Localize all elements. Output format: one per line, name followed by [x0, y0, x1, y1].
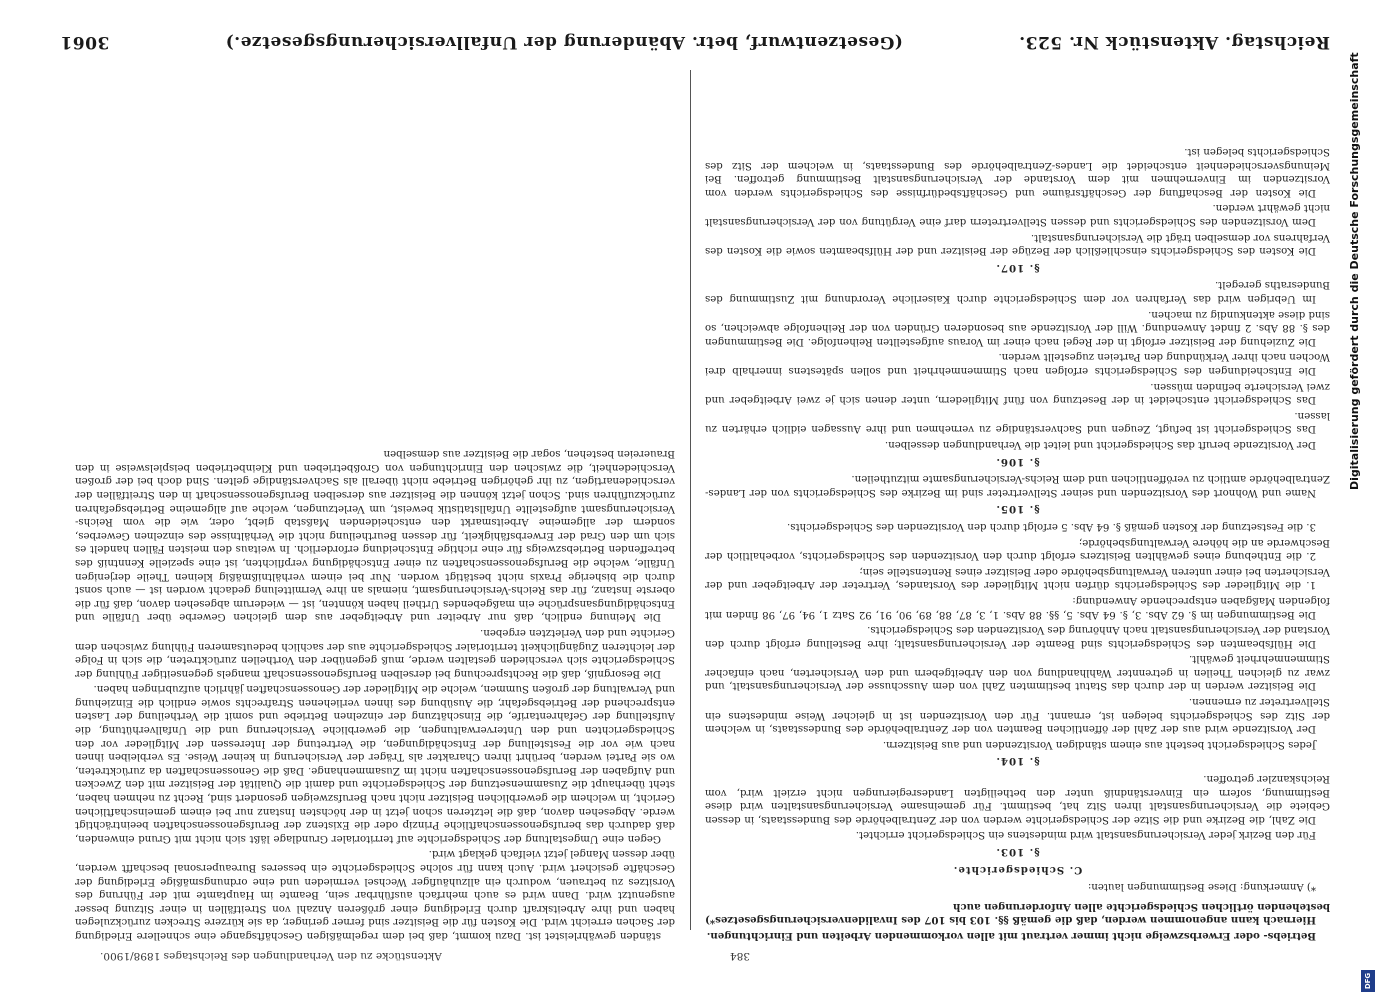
list-item: 2. die Enthebung eines gewählten Beisitzers erfolgt durch den Vorsitzenden des Schiedsgerichts, vorbehaltlich der Beschwerde an die höhere Verwaltungsbehörde;: [705, 536, 1330, 562]
paragraph: Die Zahl, die Bezirke und die Sitze der Schiedsgerichte werden von der Zentralbehörde des Bundesstaats, in dessen Gebiete die Versicherungsanstalt ihren Sitz hat, bestimmt. Für gemeinsame Versicherungsanstalten wird diese Bestimmung, sofern ein Einverständniß unter den betheiligten Landesregierungen nicht erzielt wird, vom Reichskanzler getroffen.: [705, 773, 1330, 825]
paragraph: Im Uebrigen wird das Verfahren vor dem Schiedsgerichte durch Kaiserliche Verordnung mit Zustimmung des Bundesraths geregelt.: [705, 279, 1330, 305]
paragraph: Die Kosten des Schiedsgerichts einschließlich der Bezüge der Beisitzer und der Hülfsbeamten sowie die Kosten des Verfahrens vor demselben trägt die Versicherungsanstalt.: [705, 231, 1330, 257]
paragraph: Die Entscheidungen des Schiedsgerichts erfolgen nach Stimmenmehrheit und sollen spätestens innerhalb drei Wochen nach ihrer Verkündung den Parteien zugestellt werden.: [705, 351, 1330, 377]
paragraph: Die Bestimmungen im §. 62 Abs. 3, §. 64 Abs. 5, §§. 88 Abs. 1, 3, 87, 88, 89, 90, 91, 92 Satz 1, 94, 97, 98 finden mit folgenden Maßgaben entsprechende Anwendung:: [705, 594, 1330, 620]
column-divider: [690, 70, 691, 930]
footer-left: Aktenstücke zu den Verhandlungen des Reichstages 1898/1900.: [100, 950, 442, 962]
paragraph: Betriebs- oder Erwerbszweige nicht immer vertraut mit allen vorkommenden Arbeiten und Einrichtungen.: [706, 930, 1316, 942]
paragraph: Jedes Schiedsgericht besteht aus einem ständigen Vorsitzenden und aus Beisitzern.: [882, 738, 1316, 750]
footer-page-number: 384: [730, 950, 751, 962]
footnote-heading: *) Anmerkung: Diese Bestimmungen lauten:: [1087, 881, 1316, 893]
paragraph: Name und Wohnort des Vorsitzenden und seiner Stellvertreter sind im Bezirke des Schiedsgerichts von der Landes-Zentralbehörde amtlich zu veröffentlichen und dem Reichs-Versicherungsamte mitzutheilen.: [705, 473, 1330, 498]
paragraph: Die Meinung endlich, daß nur Arbeiter und Arbeitgeber aus dem gleichen Gewerbe über Unfälle und Entschädigungsansprüche ein maßgebendes Urtheil haben könnten, ist — wiederum abgesehen davon, daß für die oberste Instanz, für das Reichs-Versicherungsamt, niemals an ihre Vermittelung gedacht worden ist — auch sonst durch die bisherige Praxis nicht bestätigt worden. Nur bei einem verhältnißmäßig kleinen Theile derjenigen Unfälle, welche die Berufsgenossenschaften zu einer Entschädigung verpflichten, ist eine spezielle Kenntniß des betreffenden Betriebszweigs für eine richtige Entscheidung erforderlich. In weitaus den meisten Fällen handelt es sich um den Grad der Erwerbsfähigkeit, für dessen Beurtheilung nicht die Verhältnisse des einzelnen Gewerbes, sondern der allgemeine Arbeitsmarkt den entscheidenden Maßstab giebt, oder, wie die vom Reichs-Versicherungsamt aufgestellte Unfallstatistik beweist, um Verletzungen, welche auf allgemeine Betriebsgefahren zurückzuführen sind. Schon jetzt können die Beisitzer aus derselben Berufsgenossenschaft in den Streitfällen der verschiedenartigen, zu ihr gehörigen Betriebe nicht überall als Sachverständige gelten. Sind doch bei der großen Verschiedenheit, die zwischen den Einrichtungen von Großbetrieben und Kleinbetrieben beispielsweise in den Brauereien bestehen, sogar die Beisitzer aus demselben: [75, 448, 675, 623]
page-header: [60, 28, 1330, 56]
left-column: [75, 72, 675, 942]
header-page-number: 3061: [60, 32, 110, 52]
paragraph: Dem Vorsitzenden des Schiedsgerichts und dessen Stellvertretern darf eine Vergütung von der Versicherungsanstalt nicht gewährt werden.: [705, 202, 1330, 228]
paragraph: ständen gewährleistet ist. Dazu kommt, daß bei dem regelmäßigen Geschäftsgange eine schnellere Erledigung der Sachen erreicht wird. Die Kosten für die Beisitzer sind ferner geringer, da sie kürzere Strecken zurückzulegen haben und ihre Arbeitskraft durch Erledigung einer größeren Anzahl von Streitfällen in einer Sitzung besser ausgenutzt wird. Dann wird es auch mehrfach ausführbar sein, Beamte im Hauptamte mit der Führung des Vorsitzes zu betrauen, wodurch ein allzuhäufiger Wechsel vermieden und eine ordnungsmäßige Erledigung der Geschäfte gesichert wird. Auch kann für solche Schiedsgerichte ein besseres Bureaupersonal beschafft werden, über dessen Mangel jetzt vielfach geklagt wird.: [75, 848, 675, 941]
paragraph: Das Schiedsgericht ist befugt, Zeugen und Sachverständige zu vernehmen und ihre Aussagen eidlich erhärten zu lassen.: [705, 409, 1330, 435]
logo-text: DFG: [1364, 972, 1372, 990]
paragraph: Der Vorsitzende beruft das Schiedsgericht und leitet die Verhandlungen desselben.: [884, 439, 1316, 450]
section-heading: §. 106.: [995, 455, 1040, 468]
paragraph: Die Zuziehung der Beisitzer erfolgt in der Regel nach einer im Voraus aufgestellten Reihenfolge. Die Bestimmungen des §. 88 Abs. 2 findet Anwendung. Will der Vorsitzende aus besonderen Gründen von der Reihenfolge abweichen, so sind diese aktenkundig zu machen.: [705, 308, 1330, 347]
dfg-logo-icon: [1361, 970, 1375, 992]
section-heading: §. 105.: [995, 503, 1040, 516]
paragraph: Die Beisitzer werden in der durch das Statut bestimmten Zahl von dem Ausschusse der Versicherungsanstalt, und zwar zu gleichen Theilen in getrennter Wahlhandlung von den Arbeitgebern und den Versicherten, nach einfacher Stimmenmehrheit gewählt.: [705, 653, 1330, 692]
paragraph: Der Vorsitzende wird aus der Zahl der öffentlichen Beamten von der Zentralbehörde des Bundesstaats, in welchem der Sitz des Schiedsgerichts belegen ist, ernannt. Für den Vorsitzenden ist in gleicher Weise mindestens ein Stellvertreter zu ernennen.: [705, 696, 1330, 735]
section-heading: §. 103.: [995, 846, 1040, 859]
paragraph: Hiernach kann angenommen werden, daß die gemäß §§. 103 bis 107 des Invalidenversicherungsgesetzes*) bestehenden örtlichen Schiedsgerichte allen Anforderungen auch: [705, 900, 1330, 927]
header-left: Reichstag. Aktenstück Nr. 523.: [1018, 32, 1330, 52]
paragraph: Das Schiedsgericht entscheidet in der Besetzung von fünf Mitgliedern, unter denen sich je zwei Arbeitgeber und zwei Versicherte befinden müssen.: [705, 380, 1330, 406]
list-item: 3. die Festsetzung der Kosten gemäß §. 64 Abs. 5 erfolgt durch den Vorsitzenden des Schiedsgerichts.: [787, 520, 1316, 532]
header-center: (Gesetzentwurf, betr. Abänderung der Unfallversicherungsgesetze.): [225, 32, 903, 52]
digitization-note: Digitalisierung gefördert durch die Deutsche Forschungsgemeinschaft: [1348, 52, 1361, 490]
paragraph: Die Besorgniß, daß die Rechtsprechung bei derselben Berufsgenossenschaft mangels gegenseitiger Fühlung der Schiedsgerichte sich verschieden gestalten werde, muß gegenüber den Vortheilen zurücktreten, die sich in Folge der leichteren Zugänglichkeit territorialer Schiedsgerichte aus der sachlich bedeutsameren Fühlung zwischen dem Gerichte und den Verletzten ergeben.: [75, 626, 675, 679]
section-heading: §. 107.: [995, 261, 1040, 274]
paragraph: Die Hülfsbeamten des Schiedsgerichts sind Beamte der Versicherungsanstalt; ihre Bestellung erfolgt durch den Vorstand der Versicherungsanstalt nach Anhörung des Vorsitzenden des Schiedsgerichts.: [705, 624, 1330, 649]
paragraph: Gegen eine Umgestaltung der Schiedsgerichte auf territorialer Grundlage läßt sich nicht mit Grund einwenden, daß dadurch das berufsgenossenschaftliche Prinzip oder die Existenz der Berufsgenossenschaften beeinträchtigt werde. Abgesehen davon, daß die letzteren schon jetzt in der höchsten Instanz nur bei einem gemeinschaftlichen Gericht, in welchem die gewerblichen Beisitzer nicht nach Berufszweigen gesondert sind, Recht zu nehmen haben, steht überhaupt die Zusammensetzung der Schiedsgerichte und damit die Qualität der Beisitzer mit den Zwecken und Aufgaben der Berufsgenossenschaften nicht im Zusammenhange. Daß die Genossenschaften da zurücktreten, wo sie Partei werden, berührt ihren Charakter als Träger der Versicherung in keiner Weise. Es verbleiben ihnen nach wie vor die Feststellung der Entschädigungen, die Vertretung der Interessen der Mitglieder vor den Schiedsgerichten und den Unterverwaltungen, die gewerbliche Versicherung und die Unfallverhütung, die Aufstellung der Gefahrentarife, die Einschätzung der einzelnen Betriebe und somit die Vertheilung der Lasten entsprechend der Betriebsgefahr, die Ausübung des ihnen verliehenen Strafrechts sowie endlich die Einziehung und Verwaltung der großen Summen, welche die Mitglieder der Genossenschaften jährlich aufzubringen haben.: [75, 683, 675, 844]
section-heading: §. 104.: [995, 755, 1040, 768]
paragraph: Für den Bezirk jeder Versicherungsanstalt wird mindestens ein Schiedsgericht errichtet.: [855, 829, 1316, 841]
right-column: [705, 72, 1330, 942]
paragraph: Die Kosten der Beschaffung der Geschäftsräume und Geschäftsbedürfnisse des Schiedsgerichts werden vom Vorsitzenden im Einvernehmen mit dem Vorstande der Versicherungsanstalt Bestimmung getroffen. Bei Meinungsverschiedenheit entscheidet die Landes-Zentralbehörde des Bundesstaats, in welchem der Sitz des Schiedsgerichts belegen ist.: [705, 146, 1330, 198]
section-heading: C. Schiedsgerichte.: [952, 863, 1083, 876]
list-item: 1. die Mitglieder des Schiedsgerichts dürfen nicht Mitglieder des Vorstandes, Vertreter der Arbeitgeber und der Versicherten bei einer unteren Verwaltungsbehörde oder Beisitzer eines Rentenstelle sein;: [705, 565, 1330, 591]
